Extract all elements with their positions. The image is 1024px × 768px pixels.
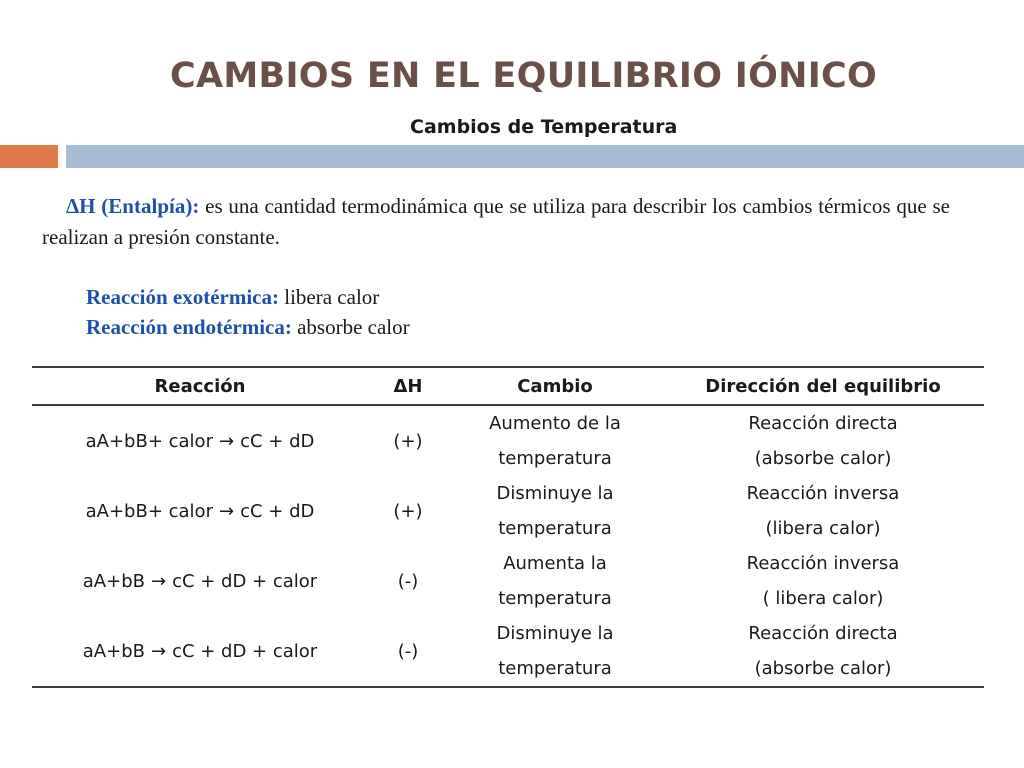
change-line-2: temperatura — [498, 588, 612, 609]
direction-line-1: Reacción inversa — [746, 553, 900, 574]
change-line-1: Disminuye la — [496, 483, 614, 504]
reaction-right: cC + dD — [240, 430, 315, 452]
endothermic-label: Reacción endotérmica: — [86, 315, 292, 339]
direction-cell — [662, 405, 984, 476]
table-row — [32, 616, 984, 687]
change-line-2: temperatura — [498, 448, 612, 469]
enthalpy-text: es una cantidad termodinámica que se utiliza para describir los cambios térmicos que se realizan a presión constante. — [42, 194, 951, 249]
arrow-right-icon: → — [218, 430, 235, 452]
change-cell — [448, 616, 662, 687]
reaction-cell — [32, 405, 368, 476]
slide-subtitle: Cambios de Temperatura — [410, 116, 678, 138]
reaction-right: cC + dD — [240, 500, 315, 522]
exothermic-label: Reacción exotérmica: — [86, 285, 279, 309]
enthalpy-definition — [42, 191, 950, 253]
reaction-right: cC + dD + calor — [172, 640, 318, 662]
change-line-2: temperatura — [498, 658, 612, 679]
change-line-1: Aumento de la — [489, 413, 621, 434]
endothermic-text: absorbe calor — [291, 315, 410, 339]
header-dh: ΔH — [368, 367, 448, 405]
reaction-left: aA+bB+ calor — [85, 430, 213, 452]
direction-line-1: Reacción directa — [748, 623, 898, 644]
direction-cell — [662, 546, 984, 616]
change-line-1: Aumenta la — [503, 553, 607, 574]
direction-line-1: Reacción directa — [748, 413, 898, 434]
direction-cell — [662, 616, 984, 687]
header-direction: Dirección del equilibrio — [662, 367, 984, 405]
dh-cell: (+) — [393, 430, 423, 452]
direction-line-1: Reacción inversa — [746, 483, 900, 504]
direction-cell — [662, 476, 984, 546]
arrow-right-icon: → — [150, 570, 167, 592]
direction-line-2: (libera calor) — [765, 518, 881, 539]
table-row — [32, 476, 984, 546]
endothermic-line — [86, 312, 410, 342]
accent-bar-orange — [0, 145, 58, 168]
dh-cell: (-) — [368, 616, 448, 687]
reaction-left: aA+bB — [82, 570, 145, 592]
direction-line-2: (absorbe calor) — [754, 448, 892, 469]
reaction-left: aA+bB+ calor — [85, 500, 213, 522]
direction-line-2: ( libera calor) — [762, 588, 884, 609]
change-cell — [448, 546, 662, 616]
reaction-left: aA+bB — [82, 640, 145, 662]
change-cell — [448, 405, 662, 476]
arrow-right-icon: → — [150, 640, 167, 662]
direction-line-2: (absorbe calor) — [754, 658, 892, 679]
accent-bar-blue — [66, 145, 1024, 168]
header-change: Cambio — [448, 367, 662, 405]
exothermic-line — [86, 282, 410, 312]
table-row — [32, 546, 984, 616]
slide-title: CAMBIOS EN EL EQUILIBRIO IÓNICO — [170, 56, 878, 96]
exothermic-text: libera calor — [279, 285, 380, 309]
reaction-types — [86, 282, 410, 342]
change-line-2: temperatura — [498, 518, 612, 539]
table-row — [32, 405, 984, 476]
table-header-row — [32, 367, 984, 405]
change-line-1: Disminuye la — [496, 623, 614, 644]
reaction-cell — [32, 546, 368, 616]
header-reaction: Reacción — [32, 367, 368, 405]
arrow-right-icon: → — [218, 500, 235, 522]
enthalpy-term: ΔH (Entalpía): — [66, 194, 200, 218]
reaction-cell — [32, 476, 368, 546]
change-cell — [448, 476, 662, 546]
equilibrium-table — [32, 366, 984, 688]
dh-cell: (-) — [397, 570, 419, 592]
reaction-right: cC + dD + calor — [172, 570, 318, 592]
dh-cell: (+) — [393, 500, 423, 522]
reaction-cell — [32, 616, 368, 687]
